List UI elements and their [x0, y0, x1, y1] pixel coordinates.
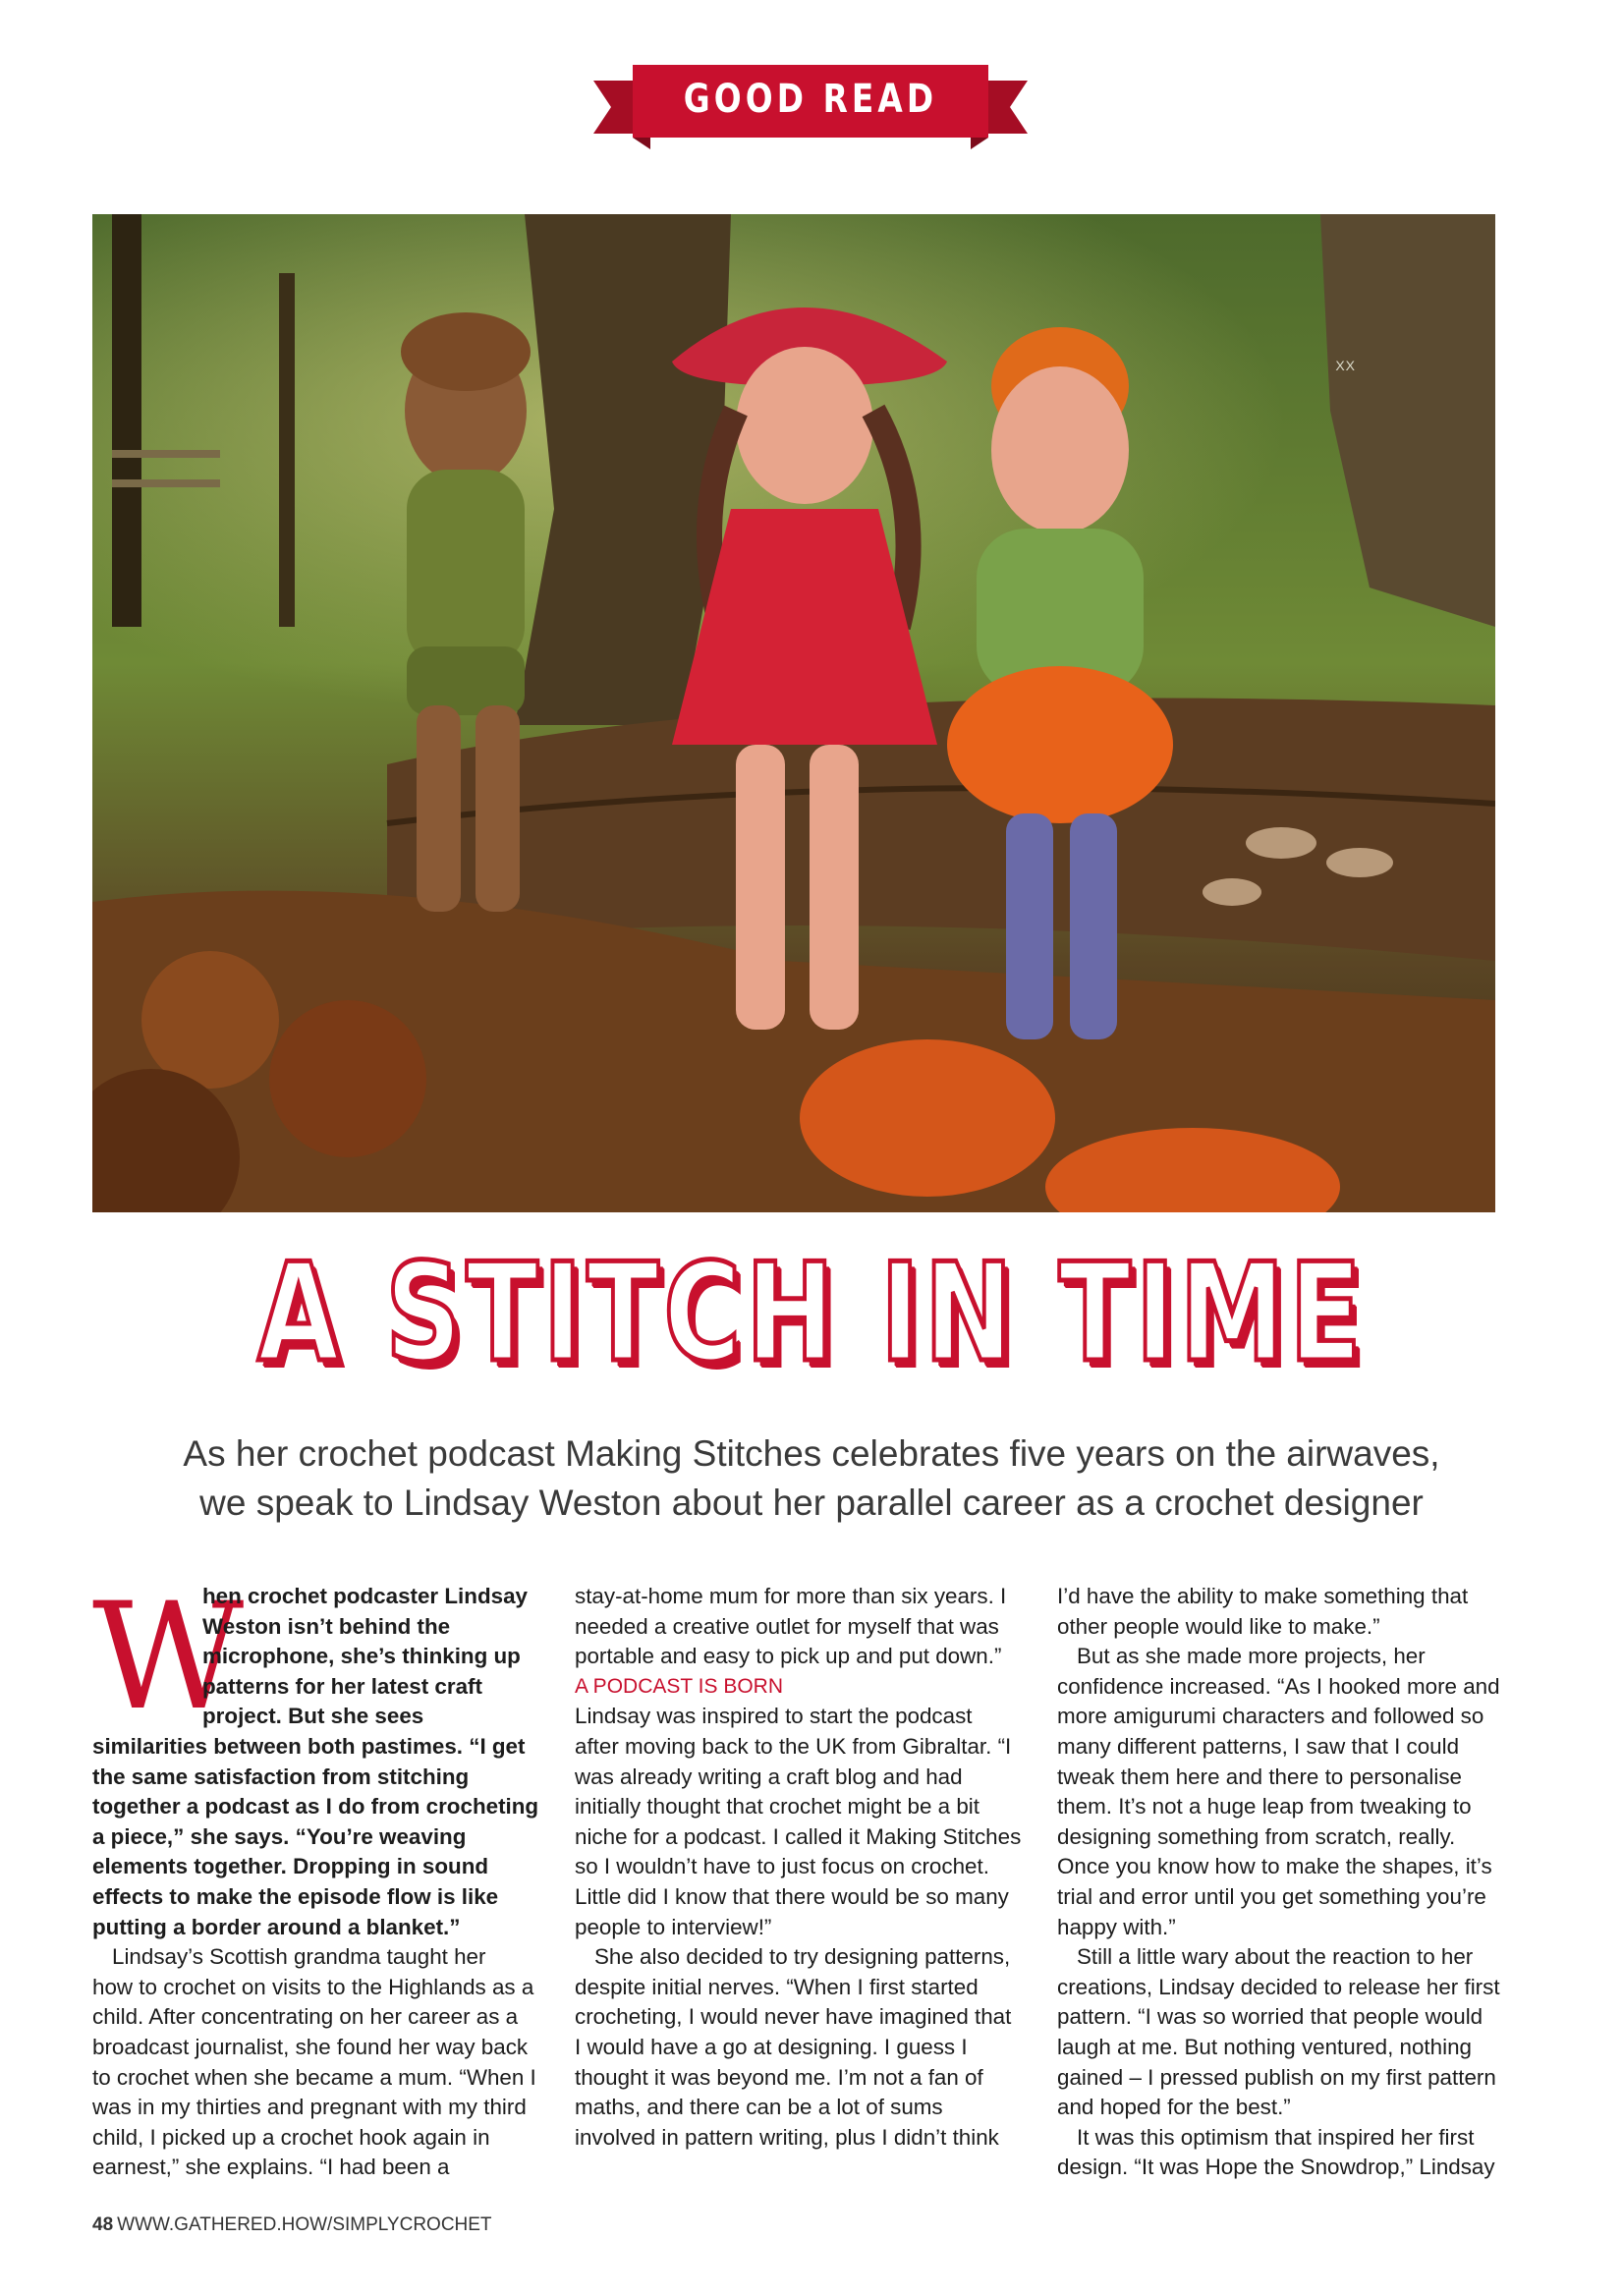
text-line: stay-at-home mum for more than six years. I	[575, 1584, 1007, 1608]
body-paragraph	[1057, 1642, 1500, 1942]
text-line: patterns for her latest craft	[202, 1673, 482, 1699]
text-line: putting a border around a blanket.”	[92, 1914, 461, 1939]
text-line: more amigurumi characters and followed so	[1057, 1704, 1484, 1729]
text-line: hen crochet podcaster Lindsay	[202, 1584, 528, 1608]
text-line: initially thought that crochet might be a bit	[575, 1794, 979, 1820]
text-line: Once you know how to make the shapes, it’s	[1057, 1854, 1492, 1879]
text-line: a piece,” she says. “You’re weaving	[92, 1823, 467, 1849]
text-line: design. “It was Hope the Snowdrop,” Lindsay	[1057, 2155, 1495, 2180]
magazine-url[interactable]: WWW.GATHERED.HOW/SIMPLYCROCHET	[117, 2214, 492, 2235]
text-line: broadcast journalist, she found her way back	[92, 2034, 529, 2059]
text-line: But as she made more projects, her	[1077, 1644, 1426, 1669]
text-line: them. It’s not a huge leap from tweaking to	[1057, 1794, 1472, 1820]
standfirst	[118, 1429, 1505, 1528]
text-line: Still a little wary about the reaction to her	[1077, 1944, 1474, 1970]
text-line: Weston isn’t behind the	[202, 1613, 451, 1639]
text-line: earnest,” she explains. “I had been a	[92, 2155, 450, 2180]
text-line: child. After concentrating on her career as a	[92, 2004, 519, 2030]
body-paragraph	[575, 1702, 1022, 1942]
text-line: elements together. Dropping in sound	[92, 1854, 489, 1879]
text-line: It was this optimism that inspired her first	[1077, 2124, 1475, 2150]
text-line: involved in pattern writing, plus I didn’t think	[575, 2124, 999, 2150]
section-subhead: A PODCAST IS BORN	[575, 1674, 783, 1698]
text-line: niche for a podcast. I called it Making Stitches	[575, 1823, 1022, 1849]
page-number: 48	[92, 2214, 114, 2235]
text-line: She also decided to try designing patterns,	[594, 1944, 1011, 1970]
article-headline	[0, 1234, 1623, 1392]
text-line: how to crochet on visits to the Highlands as a	[92, 1974, 534, 1999]
text-line: together a podcast as I do from crocheting	[92, 1794, 539, 1820]
body-paragraph	[1057, 2123, 1495, 2183]
text-line: maths, and there can be a lot of sums	[575, 2095, 943, 2120]
page-folio	[92, 2214, 492, 2236]
body-paragraph	[575, 1942, 1012, 2153]
banner-label: GOOD READ	[683, 77, 938, 122]
section-banner	[593, 51, 1028, 157]
text-line: designing something from scratch, really.	[1057, 1823, 1456, 1849]
text-line: needed a creative outlet for myself that was	[575, 1613, 999, 1639]
text-line: confidence increased. “As I hooked more and	[1057, 1673, 1500, 1699]
text-line: crocheting, I would never have imagined that	[575, 2004, 1012, 2030]
text-line: I’d have the ability to make something that	[1057, 1584, 1469, 1608]
text-line: microphone, she’s thinking up	[202, 1644, 521, 1669]
hero-photo	[92, 214, 1495, 1212]
drop-cap: W	[92, 1572, 245, 1743]
text-line: portable and easy to pick up and put down.”	[575, 1644, 1002, 1669]
text-line: creations, Lindsay decided to release her first	[1057, 1974, 1500, 1999]
text-line: so I wouldn’t have to just focus on crochet.	[575, 1854, 989, 1879]
text-line: Lindsay’s Scottish grandma taught her	[112, 1944, 486, 1970]
text-line: laugh at me. But nothing ventured, nothing	[1057, 2034, 1472, 2059]
text-line: the same satisfaction from stitching	[92, 1764, 470, 1789]
body-paragraph	[1057, 1582, 1478, 1642]
text-line: child, I picked up a crochet hook again in	[92, 2124, 490, 2150]
text-line: and hoped for the best.”	[1057, 2095, 1291, 2120]
text-line: pattern. “I was so worried that people would	[1057, 2004, 1483, 2030]
text-line: similarities between both pastimes. “I get	[92, 1733, 526, 1759]
text-line: to crochet when she became a mum. “When I	[92, 2064, 536, 2090]
crochet-dolls-photo	[92, 214, 1495, 1212]
text-line: project. But she sees	[202, 1704, 424, 1729]
body-paragraph	[92, 1942, 536, 2183]
text-line: was in my thirties and pregnant with my third	[92, 2095, 527, 2120]
text-line: many different patterns, I saw that I could	[1057, 1733, 1460, 1759]
article-column-2	[575, 1582, 1022, 2153]
article-column-1	[92, 1572, 539, 2183]
text-line: despite initial nerves. “When I first started	[575, 1974, 979, 1999]
standfirst-line: As her crochet podcast Making Stitches celebrates five years on the airwaves,	[183, 1433, 1440, 1474]
text-line: other people would like to make.”	[1057, 1613, 1380, 1639]
text-line: effects to make the episode flow is like	[92, 1883, 499, 1909]
text-line: trial and error until you get something you’re	[1057, 1883, 1486, 1909]
article-column-3	[1057, 1582, 1500, 2183]
text-line: Little did I know that there would be so many	[575, 1883, 1009, 1909]
body-paragraph	[575, 1582, 1007, 1672]
body-paragraph	[1057, 1942, 1500, 2123]
text-line: tweak them here and there to personalise	[1057, 1764, 1462, 1789]
text-line: I would have a go at designing. I guess I	[575, 2034, 968, 2059]
headline-text: A STITCH IN TIME	[256, 1234, 1367, 1392]
standfirst-line: we speak to Lindsay Weston about her parallel career as a crochet designer	[199, 1483, 1424, 1523]
text-line: thought it was beyond me. I’m not a fan of	[575, 2064, 983, 2090]
text-line: after moving back to the UK from Gibraltar. “I	[575, 1733, 1012, 1759]
text-line: happy with.”	[1057, 1914, 1176, 1939]
text-line: gained – I pressed publish on my first pattern	[1057, 2064, 1496, 2090]
text-line: was already writing a craft blog and had	[575, 1764, 963, 1789]
photo-credit: XX	[1335, 358, 1356, 373]
text-line: people to interview!”	[575, 1914, 772, 1939]
text-line: Lindsay was inspired to start the podcast	[575, 1704, 973, 1729]
